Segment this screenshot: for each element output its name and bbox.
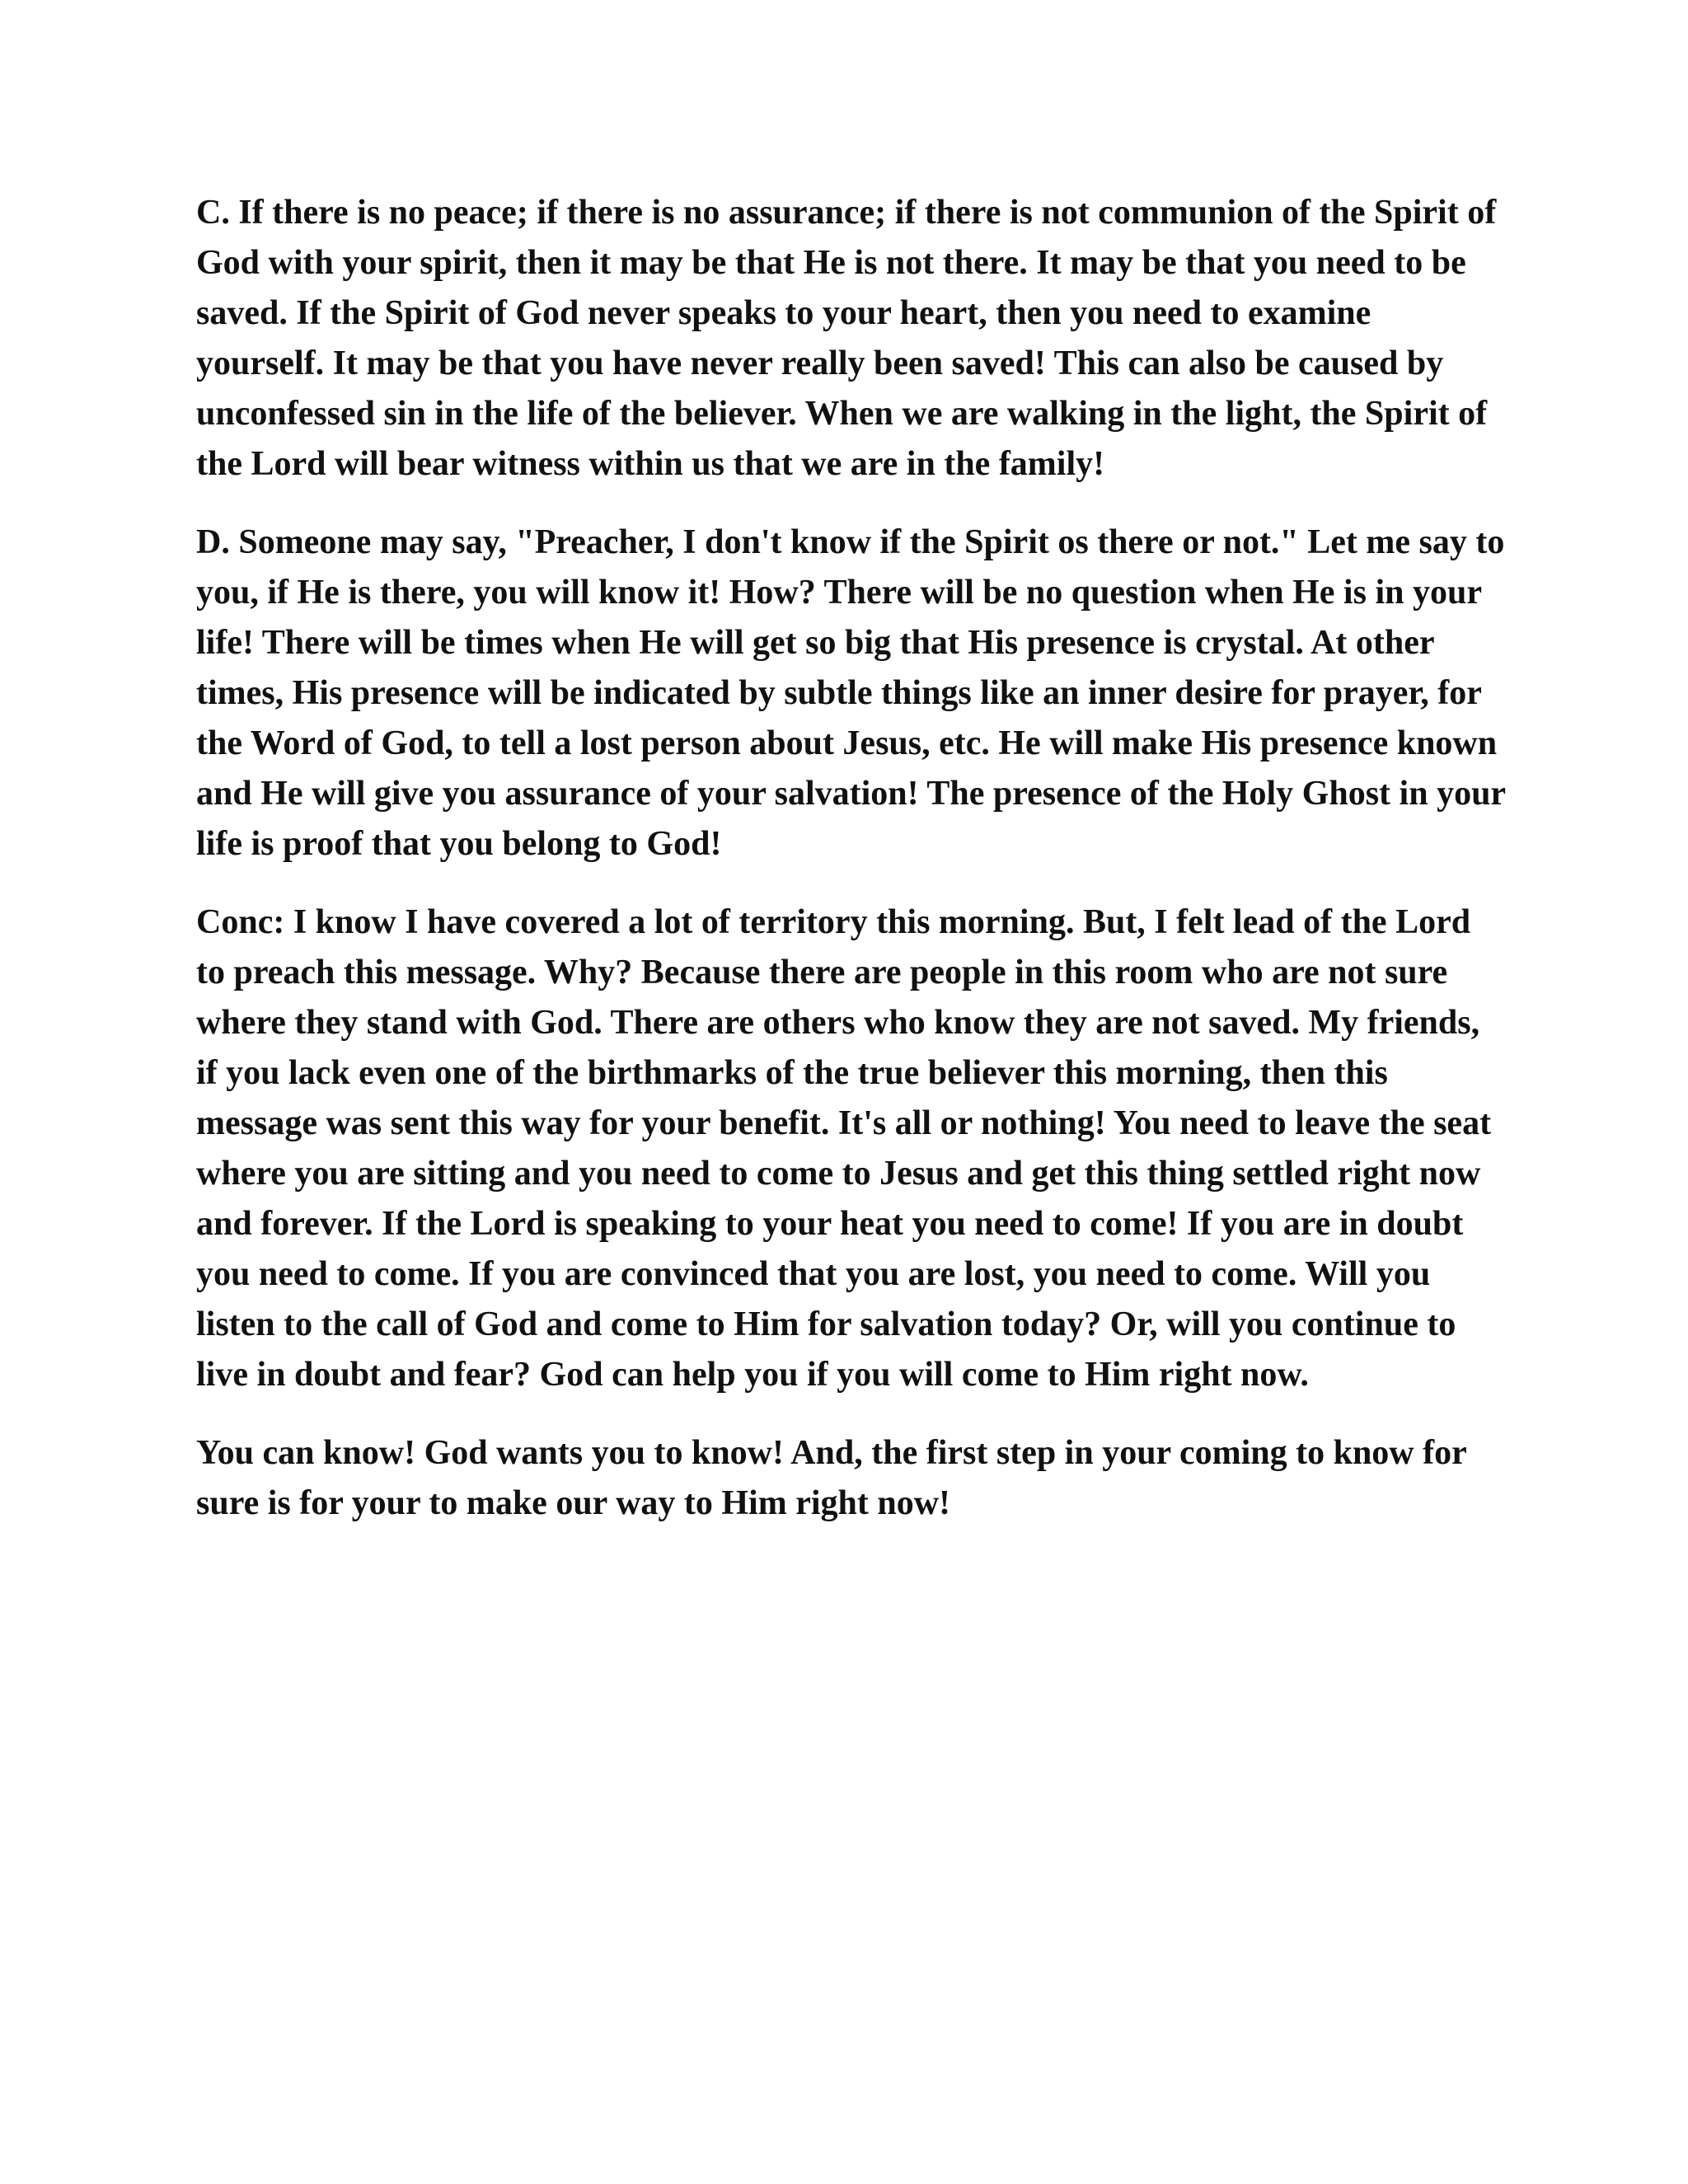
document-body [196, 188, 1507, 1557]
paragraph-c: C. If there is no peace; if there is no assurance; if there is not communion of the Spirit of God with your spirit, then it may be that He is not there. It may be that you need to be saved. If the Spirit of God never speaks to your heart, then you need to examine yourself. It may be that you have never really been saved! This can also be caused by unconfessed sin in the life of the believer. When we are walking in the light, the Spirit of the Lord will bear witness within us that we are in the family! [196, 194, 1497, 483]
paragraph-d: D. Someone may say, "Preacher, I don't know if the Spirit os there or not." Let me say to you, if He is there, you will know it! How? There will be no question when He is in your life! There will be times when He will get so big that His presence is crystal. At other times, His presence will be indicated by subtle things like an inner desire for prayer, for the Word of God, to tell a lost person about Jesus, etc. He will make His presence known and He will give you assurance of your salvation! The presence of the Holy Ghost in your life is proof that you belong to God! [196, 523, 1506, 863]
paragraph-closing: You can know! God wants you to know! And, the first step in your coming to know for sure is for your to make our way to Him right now! [196, 1434, 1466, 1522]
paragraph-conclusion: Conc: I know I have covered a lot of territory this morning. But, I felt lead of the Lord to preach this message. Why? Because there are people in this room who are not sure where they stand with God. There are others who know they are not saved. My friends, if you lack even one of the birthmarks of the true believer this morning, then this message was sent this way for your benefit. It's all or nothing! You need to leave the seat where you are sitting and you need to come to Jesus and get this thing settled right now and forever. If the Lord is speaking to your heat you need to come! If you are in doubt you need to come. If you are convinced that you are lost, you need to come. Will you listen to the call of God and come to Him for salvation today? Or, will you continue to live in doubt and fear? God can help you if you will come to Him right now. [196, 903, 1492, 1394]
